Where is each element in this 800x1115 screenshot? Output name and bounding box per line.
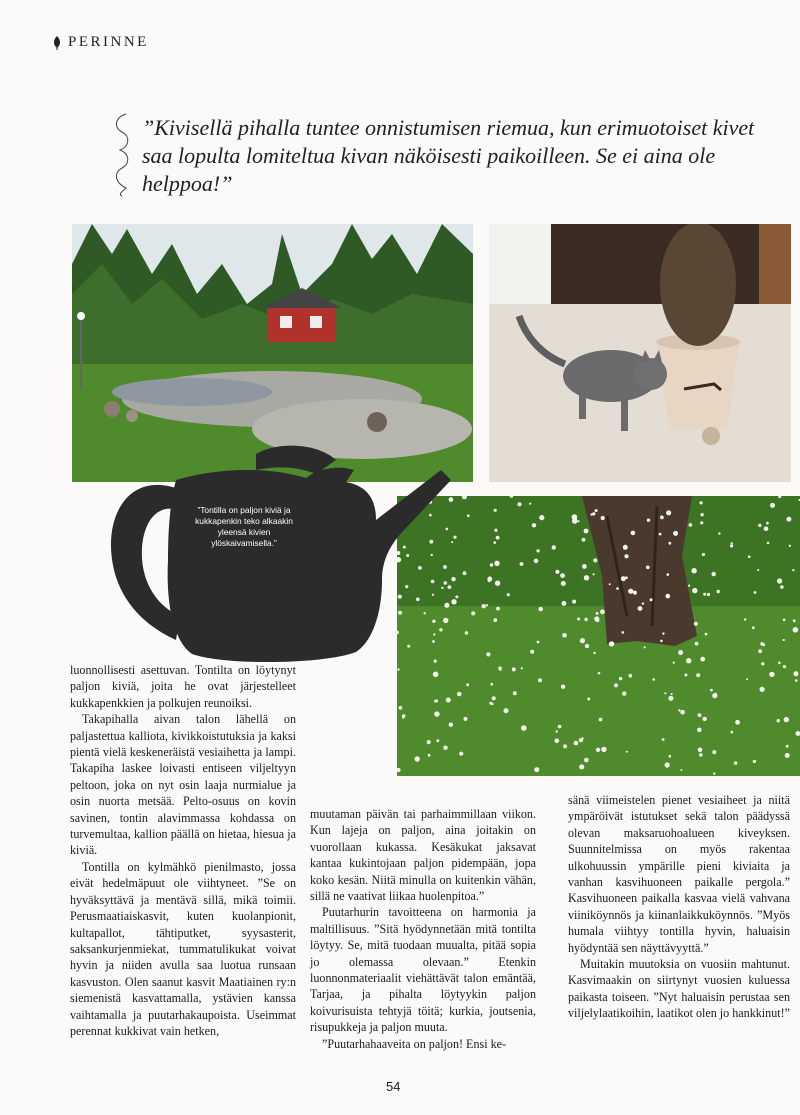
paragraph: sänä viimeistelen pienet vesiaiheet ja niitä ympäröivät istutukset sekä talon päädyssä olevan maksaruohoalueen kiveyksen. Suunnitelmissa on myös rakentaa ulkohuussin ympärille pieni kiviaita ja vanhan kasvihuoneen paikalle pergola.” Kasvihuoneen paikalla kasvaa vielä vahvana viiniköynnös ja kiinanlaikkuköynnös. ”Myös humala viihtyy tontilla hyvin, haluaisin hyödyntää sen näyttävyyttä.” [568, 793, 790, 955]
paragraph: Tontilla on kylmähkö pienilmasto, jossa eivät hedelmäpuut ole viihtyneet. ”Se on hyväksyttävä ja mentävä sillä, mikä toimii. Perusmaatiaiskasvit, kuten kuolanpionit, kultapallot, tähtiputket, syysasterit, saksankurjenmiekat, tummatulikukat voivat hyvin ja niiden avulla saa luotua runsaan kasvuston. Olen saanut kasvit Maatiainen ry:n siemenistä kasvattamalla, ystävien kanssa vaihtamalla ja puutarhakaupoista. Useimmat perennat kukkivat vain hetken, [70, 859, 296, 1038]
paragraph: ”Puutarhahaaveita on paljon! Ensi ke- [322, 1036, 507, 1051]
text-column-2 [310, 806, 536, 1052]
text-column-1 [70, 662, 296, 1039]
section-header [52, 34, 149, 51]
paragraph: Puutarhurin tavoitteena on harmonia ja maltillisuus. ”Sitä hyödynnetään mitä tontilta löytyy. Se, mitä tuodaan muualta, pitää sopia jo olemassa olevaan.” Etenkin luonnonmateriaalit viehättävät talon emäntää, Tarjaa, ja pihalta löytyykin paljon koivurisuista tehtyjä töitä; kurkia, joutsenia, risupukkeja ja paljon muuta. [310, 905, 536, 1035]
page-number: 54 [386, 1079, 401, 1094]
flower-meadow-photo [397, 496, 800, 776]
watering-can-graphic [106, 430, 451, 670]
leaf-icon [52, 36, 62, 50]
paragraph: muutaman päivän tai parhaimmillaan viikon. Kun lajeja on paljon, aina joitakin on vuorollaan kukassa. Kesäkukat jaksavat kantaa kukintojaan paljon pidempään, jopa koko kesän. Niitä minulla on kuitenkin vähän, sillä ne vaativat liikaa huolenpitoa.” [310, 807, 536, 904]
watering-can-caption: ”Tontilla on paljon kiviä ja kukkapenkin teko alkaakin yleensä kivien ylöskaivamisella.” [195, 505, 293, 548]
cat-photo [489, 224, 791, 482]
section-title: PERINNE [68, 34, 149, 50]
paragraph: Muitakin muutoksia on vuosiin mahtunut. Kasvimaakin on siirtynyt vuosien kuluessa paikasta toiseen. ”Nyt haluaisin perustaa sen viljelylaatikoihin, laatikot olen jo hankkinut!” [568, 957, 791, 1021]
quote-swirl-ornament [112, 112, 134, 198]
paragraph: Takapihalla aivan talon lähellä on paljastettua kalliota, kivikkoistutuksia ja kaksi pientä vielä keskeneräistä vesiaihetta ja lampi. Takapiha laskee loivasti entiseen viljeltyyn peltoon, joka on nyt osin laaja nurmialue ja osin nuorta metsää. Pelto-osuus on kovin savinen, tontin alavimmassa kohdassa on turvemultaa, kallion päällä on hietaa, hiesua ja kiviä. [70, 712, 296, 858]
text-column-3 [568, 792, 790, 1022]
paragraph: luonnollisesti asettuvan. Tontilta on löytynyt paljon kiviä, joita he ovat järjestelleet kukkapenkkien ja polkujen reunoiksi. [70, 663, 296, 710]
pull-quote: ”Kivisellä pihalla tuntee onnistumisen riemua, kun erimuotoiset kivet saa lopulta lomiteltua kivan näköisesti paikoilleen. Se ei aina ole helppoa!” [142, 115, 755, 196]
